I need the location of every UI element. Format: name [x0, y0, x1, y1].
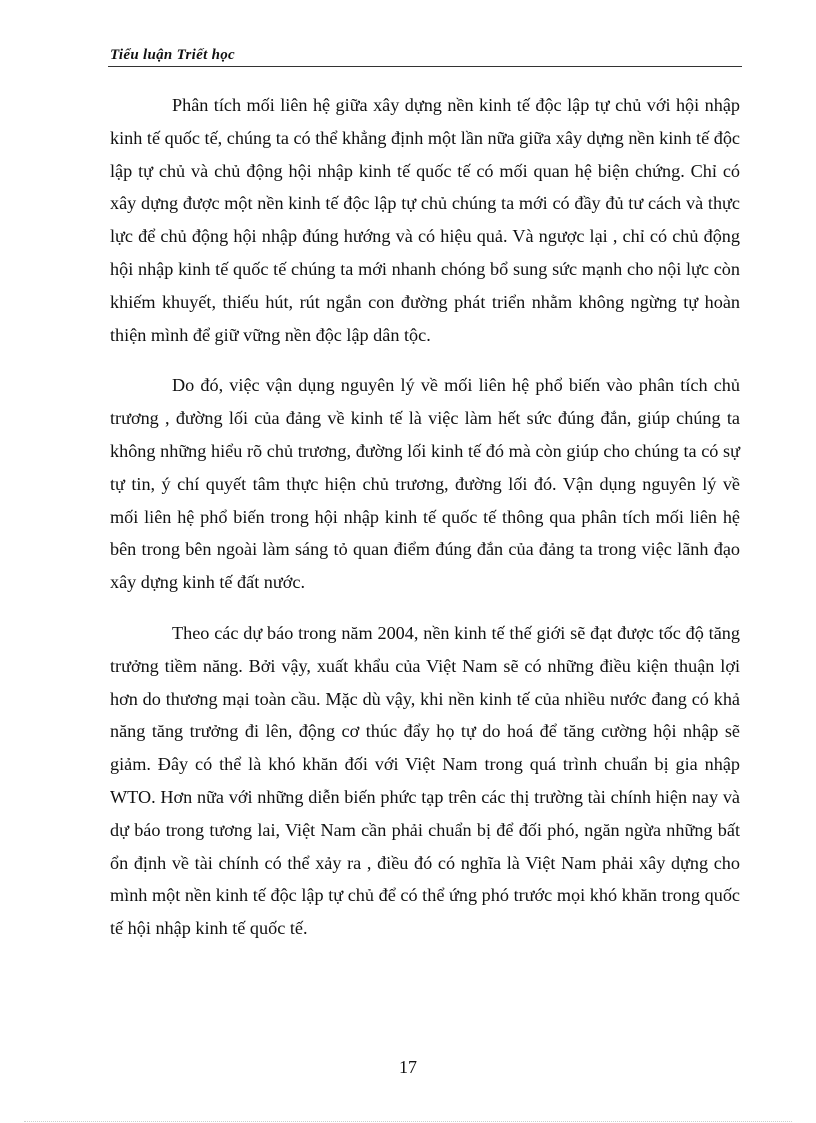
page-number: 17 — [399, 1057, 417, 1077]
paragraph-3: Theo các dự báo trong năm 2004, nền kinh tế thế giới sẽ đạt được tốc độ tăng trưởng tiềm năng. Bởi vậy, xuất khẩu của Việt Nam sẽ có những điều kiện thuận lợi hơn do thương mại toàn cầu. Mặc dù vậy, khi nền kinh tế của nhiều nước đang có khả năng tăng trưởng đi lên, động cơ thúc đẩy họ tự do hoá để tăng cường hội nhập sẽ giảm. Đây có thể là khó khăn đối với Việt Nam trong quá trình chuẩn bị gia nhập WTO. Hơn nữa với những diễn biến phức tạp trên các thị trường tài chính hiện nay và dự báo trong tương lai, Việt Nam cần phải chuẩn bị để đối phó, ngăn ngừa những bất ổn định về tài chính có thể xảy ra , điều đó có nghĩa là Việt Nam phải xây dựng cho mình một nền kinh tế độc lập tự chủ để có thể ứng phó trước mọi khó khăn trong quốc tế hội nhập kinh tế quốc tế. — [110, 622, 740, 939]
paragraph-1: Phân tích mối liên hệ giữa xây dựng nền kinh tế độc lập tự chủ với hội nhập kinh tế quốc tế, chúng ta có thể khẳng định một lần nữa giữa xây dựng nền kinh tế độc lập tự chủ và chủ động hội nhập kinh tế quốc tế có mối quan hệ biện chứng. Chỉ có xây dựng được một nền kinh tế độc lập tự chủ chúng ta mới có đầy đủ tư cách và thực lực để chủ động hội nhập đúng hướng và có hiệu quả. Và ngược lại , chỉ có chủ động hội nhập kinh tế quốc tế chúng ta mới nhanh chóng bổ sung sức mạnh cho nội lực còn khiếm khuyết, thiếu hút, rút ngắn con đường phát triển nhằm không ngừng tự hoàn thiện mình để giữ vững nền độc lập dân tộc. — [110, 95, 740, 345]
header-title: Tiểu luận Triết học — [110, 47, 236, 63]
page-bottom-divider — [24, 1121, 792, 1122]
document-body — [110, 89, 740, 963]
page-header — [108, 46, 742, 67]
paragraph-2: Do đó, việc vận dụng nguyên lý về mối liên hệ phổ biến vào phân tích chủ trương , đường lối của đảng về kinh tế là việc làm hết sức đúng đắn, giúp chúng ta không những hiểu rõ chủ trương, đường lối kinh tế đó mà còn giúp cho chúng ta có sự tự tin, ý chí quyết tâm thực hiện chủ trương, đường lối đó. Vận dụng nguyên lý về mối liên hệ phổ biến trong hội nhập kinh tế quốc tế thông qua phân tích mối liên hệ bên trong bên ngoài làm sáng tỏ quan điểm đúng đắn của đảng ta trong việc lãnh đạo xây dựng kinh tế đất nước. — [110, 375, 740, 593]
